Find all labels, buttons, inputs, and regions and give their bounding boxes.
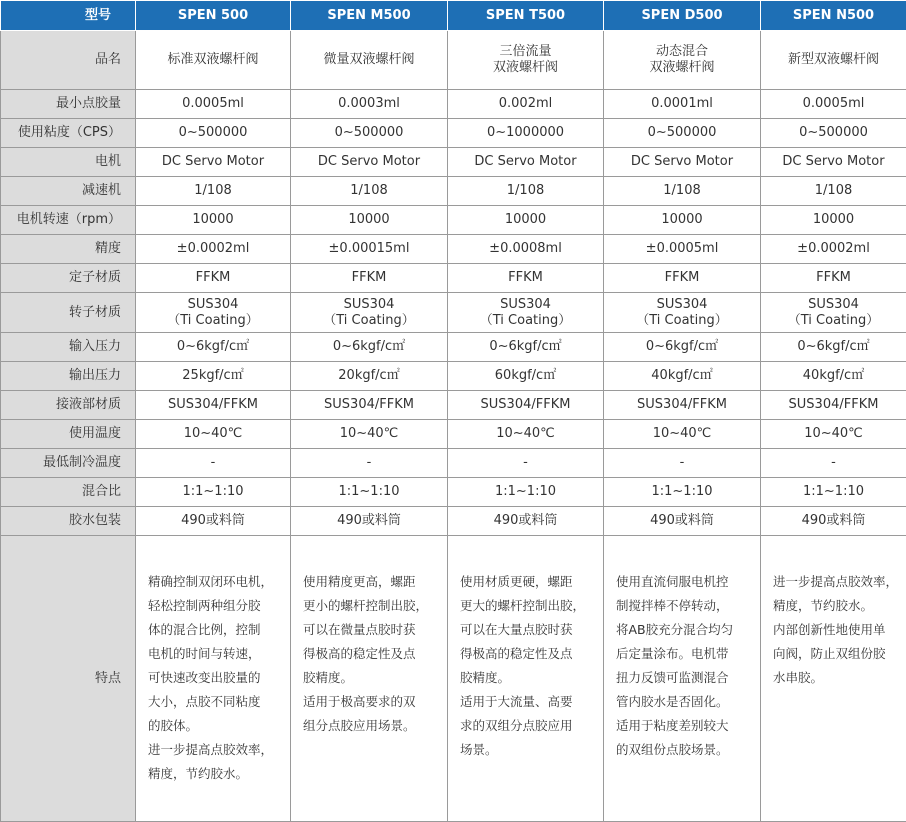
- row-value: FFKM: [448, 264, 604, 293]
- row-value: SUS304/FFKM: [604, 391, 761, 420]
- row-value: FFKM: [291, 264, 448, 293]
- row-value: 10~40℃: [448, 420, 604, 449]
- row-label: 品名: [1, 31, 136, 90]
- row-value: 10000: [761, 206, 906, 235]
- row-value: 0.0005ml: [761, 90, 906, 119]
- row-value: DC Servo Motor: [136, 148, 291, 177]
- row-label: 减速机: [1, 177, 136, 206]
- header-row: [1, 1, 906, 31]
- table-row: [1, 478, 906, 507]
- row-value: ±0.0005ml: [604, 235, 761, 264]
- row-label: 使用温度: [1, 420, 136, 449]
- row-value: 0~1000000: [448, 119, 604, 148]
- row-value: 10~40℃: [291, 420, 448, 449]
- row-value: 三倍流量 双液螺杆阀: [448, 31, 604, 90]
- row-value: 60kgf/c㎡: [448, 362, 604, 391]
- row-value: 1:1~1:10: [291, 478, 448, 507]
- feature-cell: [291, 536, 448, 822]
- features-label: 特点: [1, 536, 136, 822]
- row-value: SUS304/FFKM: [448, 391, 604, 420]
- row-label: 最小点胶量: [1, 90, 136, 119]
- row-value: 微量双液螺杆阀: [291, 31, 448, 90]
- feature-cell: [448, 536, 604, 822]
- row-label: 使用粘度（CPS）: [1, 119, 136, 148]
- row-value: 1/108: [448, 177, 604, 206]
- row-label: 电机转速（rpm）: [1, 206, 136, 235]
- row-value: 10000: [604, 206, 761, 235]
- row-value: 0.0005ml: [136, 90, 291, 119]
- row-value: ±0.0002ml: [761, 235, 906, 264]
- row-value: 0~6kgf/c㎡: [604, 333, 761, 362]
- row-value: FFKM: [761, 264, 906, 293]
- row-value: -: [448, 449, 604, 478]
- row-value: 490或料筒: [761, 507, 906, 536]
- row-label: 输入压力: [1, 333, 136, 362]
- row-value: SUS304 （Ti Coating）: [604, 293, 761, 333]
- table-header: [1, 1, 906, 31]
- table-row: [1, 362, 906, 391]
- row-value: -: [291, 449, 448, 478]
- table-row: [1, 420, 906, 449]
- row-value: 1/108: [136, 177, 291, 206]
- table-row: [1, 293, 906, 333]
- row-value: SUS304 （Ti Coating）: [291, 293, 448, 333]
- row-value: 490或料筒: [291, 507, 448, 536]
- row-value: 1/108: [291, 177, 448, 206]
- row-value: 10~40℃: [761, 420, 906, 449]
- feature-text: 精确控制双闭环电机， 轻松控制两种组分胶 体的混合比例，控制 电机的时间与转速， 可快速改变出胶量的 大小，点胶不同粘度 的胶体。 进一步提高点胶效率， 精度，节约胶水。: [148, 574, 274, 781]
- row-value: 1/108: [604, 177, 761, 206]
- row-value: 10000: [291, 206, 448, 235]
- row-value: SUS304 （Ti Coating）: [136, 293, 291, 333]
- row-value: 40kgf/c㎡: [761, 362, 906, 391]
- row-value: 10000: [448, 206, 604, 235]
- table-row: [1, 206, 906, 235]
- table-row: [1, 90, 906, 119]
- table-row: [1, 31, 906, 90]
- row-value: 25kgf/c㎡: [136, 362, 291, 391]
- row-value: 0~6kgf/c㎡: [136, 333, 291, 362]
- row-value: DC Servo Motor: [761, 148, 906, 177]
- table-row: [1, 148, 906, 177]
- row-value: 新型双液螺杆阀: [761, 31, 906, 90]
- table-row: [1, 333, 906, 362]
- feature-cell: [604, 536, 761, 822]
- row-value: DC Servo Motor: [291, 148, 448, 177]
- row-value: 0.0001ml: [604, 90, 761, 119]
- row-value: 0~500000: [604, 119, 761, 148]
- row-value: ±0.0002ml: [136, 235, 291, 264]
- row-value: DC Servo Motor: [448, 148, 604, 177]
- row-value: SUS304 （Ti Coating）: [761, 293, 906, 333]
- header-model-2: SPEN T500: [448, 1, 604, 31]
- row-value: 10000: [136, 206, 291, 235]
- row-value: 标准双液螺杆阀: [136, 31, 291, 90]
- row-value: 1:1~1:10: [604, 478, 761, 507]
- row-value: SUS304/FFKM: [136, 391, 291, 420]
- row-value: SUS304/FFKM: [291, 391, 448, 420]
- table-body: [1, 31, 906, 822]
- row-value: 0~500000: [136, 119, 291, 148]
- feature-text: 进一步提高点胶效率， 精度，节约胶水。 内部创新性地使用单 向阀，防止双组份胶 水串胶。: [773, 574, 899, 685]
- row-label: 最低制冷温度: [1, 449, 136, 478]
- feature-text: 使用精度更高，螺距 更小的螺杆控制出胶， 可以在微量点胶时获 得极高的稳定性及点 胶精度。 适用于极高要求的双 组分点胶应用场景。: [303, 574, 429, 733]
- row-value: -: [761, 449, 906, 478]
- row-value: 动态混合 双液螺杆阀: [604, 31, 761, 90]
- row-value: 1:1~1:10: [136, 478, 291, 507]
- row-label: 精度: [1, 235, 136, 264]
- table-row: [1, 119, 906, 148]
- table-row: [1, 449, 906, 478]
- row-label: 电机: [1, 148, 136, 177]
- row-label: 输出压力: [1, 362, 136, 391]
- table-row: [1, 235, 906, 264]
- row-value: FFKM: [604, 264, 761, 293]
- table-row: [1, 264, 906, 293]
- header-model-0: SPEN 500: [136, 1, 291, 31]
- header-label: 型号: [1, 1, 136, 31]
- row-value: 10~40℃: [604, 420, 761, 449]
- row-value: 0.0003ml: [291, 90, 448, 119]
- row-value: 0~6kgf/c㎡: [761, 333, 906, 362]
- row-value: -: [604, 449, 761, 478]
- row-value: FFKM: [136, 264, 291, 293]
- row-value: 490或料筒: [136, 507, 291, 536]
- feature-cell: [761, 536, 906, 822]
- header-model-1: SPEN M500: [291, 1, 448, 31]
- row-value: 0~500000: [291, 119, 448, 148]
- row-value: 1:1~1:10: [761, 478, 906, 507]
- row-value: DC Servo Motor: [604, 148, 761, 177]
- row-value: ±0.00015ml: [291, 235, 448, 264]
- row-value: -: [136, 449, 291, 478]
- feature-text: 使用直流伺服电机控 制搅拌棒不停转动， 将AB胶充分混合均匀 后定量涂布。电机带 扭力反馈可监测混合 管内胶水是否固化。 适用于粘度差别较大 的双组份点胶场景。: [616, 574, 734, 757]
- header-model-4: SPEN N500: [761, 1, 906, 31]
- row-value: 0~6kgf/c㎡: [291, 333, 448, 362]
- row-value: 490或料筒: [448, 507, 604, 536]
- row-label: 转子材质: [1, 293, 136, 333]
- header-model-3: SPEN D500: [604, 1, 761, 31]
- row-value: SUS304/FFKM: [761, 391, 906, 420]
- table-row: [1, 507, 906, 536]
- table-row: [1, 177, 906, 206]
- row-value: SUS304 （Ti Coating）: [448, 293, 604, 333]
- row-label: 胶水包装: [1, 507, 136, 536]
- table-row: [1, 391, 906, 420]
- feature-text: 使用材质更硬，螺距 更大的螺杆控制出胶， 可以在大量点胶时获 得极高的稳定性及点 胶精度。 适用于大流量、高要 求的双组分点胶应用 场景。: [460, 574, 586, 757]
- features-row: [1, 536, 906, 822]
- feature-cell: [136, 536, 291, 822]
- row-value: 0.002ml: [448, 90, 604, 119]
- row-value: ±0.0008ml: [448, 235, 604, 264]
- row-value: 490或料筒: [604, 507, 761, 536]
- row-label: 混合比: [1, 478, 136, 507]
- row-value: 0~500000: [761, 119, 906, 148]
- row-value: 10~40℃: [136, 420, 291, 449]
- row-value: 40kgf/c㎡: [604, 362, 761, 391]
- row-value: 1:1~1:10: [448, 478, 604, 507]
- row-value: 0~6kgf/c㎡: [448, 333, 604, 362]
- row-value: 20kgf/c㎡: [291, 362, 448, 391]
- row-label: 定子材质: [1, 264, 136, 293]
- row-label: 接液部材质: [1, 391, 136, 420]
- row-value: 1/108: [761, 177, 906, 206]
